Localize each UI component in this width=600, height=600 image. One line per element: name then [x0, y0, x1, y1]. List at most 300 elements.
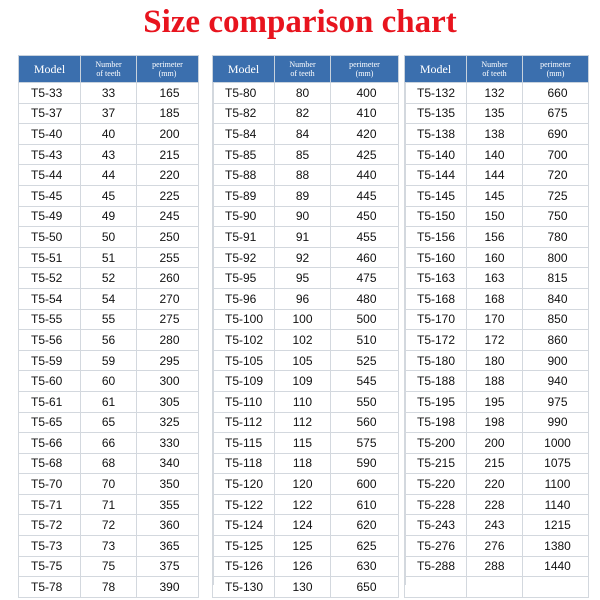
- perimeter-cell: 450: [331, 206, 399, 227]
- perimeter-header-line1: perimeter: [152, 60, 183, 69]
- table-row: [213, 433, 399, 454]
- model-cell: T5-276: [405, 536, 467, 557]
- perimeter-cell: 650: [331, 577, 399, 598]
- teeth-cell: 215: [467, 453, 523, 474]
- perimeter-cell: 165: [137, 83, 199, 104]
- header-row: [19, 56, 199, 83]
- perimeter-header-line2: (mm): [546, 69, 565, 78]
- teeth-cell: 55: [81, 309, 137, 330]
- table-row: [213, 350, 399, 371]
- table-row: [405, 515, 589, 536]
- teeth-cell: [467, 577, 523, 598]
- table-row: [19, 474, 199, 495]
- teeth-cell: 102: [275, 330, 331, 351]
- teeth-cell: 163: [467, 268, 523, 289]
- size-table-1: [18, 55, 199, 598]
- model-cell: T5-288: [405, 556, 467, 577]
- table-row: [405, 330, 589, 351]
- model-cell: T5-109: [213, 371, 275, 392]
- model-cell: T5-60: [19, 371, 81, 392]
- teeth-cell: 92: [275, 247, 331, 268]
- teeth-header-line1: Number: [95, 60, 122, 69]
- teeth-cell: 90: [275, 206, 331, 227]
- model-cell: T5-100: [213, 309, 275, 330]
- table-row: [213, 515, 399, 536]
- table-row: [19, 144, 199, 165]
- teeth-cell: 105: [275, 350, 331, 371]
- teeth-cell: 82: [275, 103, 331, 124]
- model-cell: T5-73: [19, 536, 81, 557]
- teeth-cell: 68: [81, 453, 137, 474]
- model-cell: T5-125: [213, 536, 275, 557]
- table-row: [213, 330, 399, 351]
- teeth-cell: 72: [81, 515, 137, 536]
- perimeter-cell: 940: [523, 371, 589, 392]
- perimeter-cell: 500: [331, 309, 399, 330]
- teeth-cell: 75: [81, 556, 137, 577]
- teeth-cell: 80: [275, 83, 331, 104]
- table-row: [213, 556, 399, 577]
- perimeter-cell: 700: [523, 144, 589, 165]
- model-cell: T5-52: [19, 268, 81, 289]
- table-row: [405, 433, 589, 454]
- model-cell: T5-49: [19, 206, 81, 227]
- table-row: [213, 309, 399, 330]
- teeth-cell: 124: [275, 515, 331, 536]
- model-cell: T5-51: [19, 247, 81, 268]
- teeth-cell: 89: [275, 185, 331, 206]
- model-cell: T5-66: [19, 433, 81, 454]
- table-row: [19, 83, 199, 104]
- table-row: [19, 577, 199, 598]
- perimeter-cell: 400: [331, 83, 399, 104]
- teeth-cell: 172: [467, 330, 523, 351]
- model-cell: T5-188: [405, 371, 467, 392]
- table-row: [19, 433, 199, 454]
- model-cell: T5-55: [19, 309, 81, 330]
- teeth-cell: 118: [275, 453, 331, 474]
- perimeter-cell: 800: [523, 247, 589, 268]
- model-cell: T5-110: [213, 391, 275, 412]
- table-row: [213, 83, 399, 104]
- table-row: [405, 103, 589, 124]
- teeth-column-header: [467, 56, 523, 83]
- perimeter-cell: 1000: [523, 433, 589, 454]
- table-row: [19, 124, 199, 145]
- page-title: Size comparison chart: [143, 4, 457, 40]
- teeth-cell: 120: [275, 474, 331, 495]
- model-header-label: Model: [227, 61, 260, 76]
- teeth-header-line2: of teeth: [482, 69, 507, 78]
- perimeter-cell: [523, 577, 589, 598]
- table-row: [19, 536, 199, 557]
- table-row: [405, 227, 589, 248]
- teeth-cell: 43: [81, 144, 137, 165]
- teeth-cell: 40: [81, 124, 137, 145]
- table-row: [19, 247, 199, 268]
- table-row: [213, 391, 399, 412]
- model-cell: T5-115: [213, 433, 275, 454]
- perimeter-cell: 455: [331, 227, 399, 248]
- model-cell: T5-37: [19, 103, 81, 124]
- perimeter-cell: 295: [137, 350, 199, 371]
- table-row: [19, 494, 199, 515]
- table-row: [213, 412, 399, 433]
- perimeter-cell: 475: [331, 268, 399, 289]
- model-cell: T5-150: [405, 206, 467, 227]
- table-row: [405, 577, 589, 598]
- teeth-cell: 56: [81, 330, 137, 351]
- model-cell: T5-95: [213, 268, 275, 289]
- perimeter-cell: 620: [331, 515, 399, 536]
- teeth-cell: 100: [275, 309, 331, 330]
- teeth-cell: 50: [81, 227, 137, 248]
- model-cell: T5-72: [19, 515, 81, 536]
- model-cell: T5-45: [19, 185, 81, 206]
- teeth-cell: 188: [467, 371, 523, 392]
- perimeter-cell: 900: [523, 350, 589, 371]
- model-cell: T5-243: [405, 515, 467, 536]
- table-row: [405, 391, 589, 412]
- teeth-cell: 138: [467, 124, 523, 145]
- table-row: [213, 185, 399, 206]
- teeth-cell: 125: [275, 536, 331, 557]
- model-cell: T5-138: [405, 124, 467, 145]
- teeth-cell: 126: [275, 556, 331, 577]
- perimeter-cell: 660: [523, 83, 589, 104]
- teeth-header-line1: Number: [481, 60, 508, 69]
- teeth-cell: 135: [467, 103, 523, 124]
- perimeter-cell: 300: [137, 371, 199, 392]
- perimeter-cell: 280: [137, 330, 199, 351]
- model-cell: T5-126: [213, 556, 275, 577]
- model-cell: T5-163: [405, 268, 467, 289]
- teeth-cell: 122: [275, 494, 331, 515]
- table-row: [213, 124, 399, 145]
- table-row: [19, 206, 199, 227]
- table-row: [405, 474, 589, 495]
- teeth-cell: 85: [275, 144, 331, 165]
- perimeter-cell: 275: [137, 309, 199, 330]
- teeth-header-line2: of teeth: [96, 69, 121, 78]
- teeth-cell: 84: [275, 124, 331, 145]
- perimeter-cell: 725: [523, 185, 589, 206]
- table-row: [405, 494, 589, 515]
- perimeter-cell: 675: [523, 103, 589, 124]
- teeth-cell: 115: [275, 433, 331, 454]
- table-row: [213, 206, 399, 227]
- table-row: [405, 165, 589, 186]
- teeth-header-line2: of teeth: [290, 69, 315, 78]
- model-cell: T5-220: [405, 474, 467, 495]
- teeth-cell: 88: [275, 165, 331, 186]
- teeth-cell: 51: [81, 247, 137, 268]
- teeth-cell: 60: [81, 371, 137, 392]
- table-row: [213, 536, 399, 557]
- table-row: [405, 412, 589, 433]
- model-cell: T5-90: [213, 206, 275, 227]
- perimeter-column-header: [523, 56, 589, 83]
- model-cell: T5-75: [19, 556, 81, 577]
- teeth-cell: 109: [275, 371, 331, 392]
- table-row: [405, 536, 589, 557]
- model-cell: T5-85: [213, 144, 275, 165]
- teeth-cell: 276: [467, 536, 523, 557]
- model-column-header: [213, 56, 275, 83]
- teeth-cell: 44: [81, 165, 137, 186]
- model-cell: T5-200: [405, 433, 467, 454]
- model-cell: T5-135: [405, 103, 467, 124]
- perimeter-cell: 630: [331, 556, 399, 577]
- teeth-cell: 33: [81, 83, 137, 104]
- perimeter-cell: 1215: [523, 515, 589, 536]
- model-cell: T5-43: [19, 144, 81, 165]
- table-row: [19, 391, 199, 412]
- table-row: [405, 371, 589, 392]
- table-row: [19, 412, 199, 433]
- teeth-cell: 96: [275, 288, 331, 309]
- teeth-cell: 132: [467, 83, 523, 104]
- table-row: [19, 185, 199, 206]
- perimeter-cell: 340: [137, 453, 199, 474]
- perimeter-cell: 360: [137, 515, 199, 536]
- model-column-header: [405, 56, 467, 83]
- perimeter-cell: 625: [331, 536, 399, 557]
- table-row: [213, 227, 399, 248]
- teeth-cell: 145: [467, 185, 523, 206]
- teeth-cell: 195: [467, 391, 523, 412]
- table-row: [213, 371, 399, 392]
- model-cell: T5-33: [19, 83, 81, 104]
- model-cell: T5-228: [405, 494, 467, 515]
- perimeter-cell: 610: [331, 494, 399, 515]
- model-cell: T5-215: [405, 453, 467, 474]
- teeth-cell: 160: [467, 247, 523, 268]
- perimeter-cell: 1380: [523, 536, 589, 557]
- perimeter-cell: 525: [331, 350, 399, 371]
- perimeter-cell: 220: [137, 165, 199, 186]
- perimeter-cell: 200: [137, 124, 199, 145]
- teeth-cell: 150: [467, 206, 523, 227]
- model-cell: T5-61: [19, 391, 81, 412]
- teeth-header-line1: Number: [289, 60, 316, 69]
- model-cell: T5-65: [19, 412, 81, 433]
- perimeter-header-line2: (mm): [158, 69, 177, 78]
- model-cell: T5-198: [405, 412, 467, 433]
- teeth-cell: 228: [467, 494, 523, 515]
- table-row: [213, 453, 399, 474]
- model-cell: T5-156: [405, 227, 467, 248]
- model-cell: T5-118: [213, 453, 275, 474]
- teeth-cell: 54: [81, 288, 137, 309]
- table-row: [405, 268, 589, 289]
- table-row: [405, 206, 589, 227]
- teeth-cell: 243: [467, 515, 523, 536]
- perimeter-cell: 420: [331, 124, 399, 145]
- table-row: [19, 165, 199, 186]
- model-cell: T5-112: [213, 412, 275, 433]
- model-cell: T5-44: [19, 165, 81, 186]
- model-cell: T5-124: [213, 515, 275, 536]
- table-row: [19, 453, 199, 474]
- perimeter-cell: 575: [331, 433, 399, 454]
- table-row: [405, 556, 589, 577]
- perimeter-cell: 355: [137, 494, 199, 515]
- model-cell: T5-54: [19, 288, 81, 309]
- table-row: [405, 350, 589, 371]
- model-cell: T5-120: [213, 474, 275, 495]
- teeth-cell: 59: [81, 350, 137, 371]
- perimeter-cell: 255: [137, 247, 199, 268]
- table-row: [19, 227, 199, 248]
- teeth-cell: 95: [275, 268, 331, 289]
- perimeter-cell: 780: [523, 227, 589, 248]
- table-row: [19, 556, 199, 577]
- table-row: [19, 330, 199, 351]
- table-row: [405, 185, 589, 206]
- model-cell: T5-70: [19, 474, 81, 495]
- teeth-cell: 130: [275, 577, 331, 598]
- model-header-label: Model: [33, 61, 66, 76]
- model-cell: T5-168: [405, 288, 467, 309]
- perimeter-cell: 840: [523, 288, 589, 309]
- teeth-cell: 78: [81, 577, 137, 598]
- model-cell: T5-132: [405, 83, 467, 104]
- model-cell: T5-91: [213, 227, 275, 248]
- perimeter-cell: 510: [331, 330, 399, 351]
- teeth-cell: 110: [275, 391, 331, 412]
- model-cell: T5-80: [213, 83, 275, 104]
- perimeter-cell: 860: [523, 330, 589, 351]
- teeth-cell: 61: [81, 391, 137, 412]
- perimeter-cell: 225: [137, 185, 199, 206]
- perimeter-cell: 690: [523, 124, 589, 145]
- model-cell: T5-144: [405, 165, 467, 186]
- perimeter-cell: 250: [137, 227, 199, 248]
- table-row: [213, 103, 399, 124]
- header-row: [213, 56, 399, 83]
- perimeter-cell: 390: [137, 577, 199, 598]
- table-row: [405, 309, 589, 330]
- teeth-cell: 156: [467, 227, 523, 248]
- perimeter-header-line1: perimeter: [540, 60, 571, 69]
- perimeter-column-header: [137, 56, 199, 83]
- teeth-cell: 49: [81, 206, 137, 227]
- perimeter-header-line2: (mm): [355, 69, 374, 78]
- perimeter-cell: 815: [523, 268, 589, 289]
- size-table-2: [212, 55, 399, 598]
- perimeter-cell: 375: [137, 556, 199, 577]
- perimeter-cell: 480: [331, 288, 399, 309]
- perimeter-cell: 1075: [523, 453, 589, 474]
- model-cell: T5-122: [213, 494, 275, 515]
- header-row: [405, 56, 589, 83]
- perimeter-cell: 750: [523, 206, 589, 227]
- table-row: [19, 268, 199, 289]
- teeth-cell: 71: [81, 494, 137, 515]
- table-row: [405, 453, 589, 474]
- model-cell: T5-82: [213, 103, 275, 124]
- perimeter-cell: 720: [523, 165, 589, 186]
- teeth-cell: 66: [81, 433, 137, 454]
- perimeter-cell: 425: [331, 144, 399, 165]
- perimeter-cell: 975: [523, 391, 589, 412]
- model-cell: T5-78: [19, 577, 81, 598]
- perimeter-cell: 445: [331, 185, 399, 206]
- model-cell: T5-160: [405, 247, 467, 268]
- model-header-label: Model: [419, 61, 452, 76]
- teeth-cell: 220: [467, 474, 523, 495]
- teeth-cell: 200: [467, 433, 523, 454]
- teeth-cell: 73: [81, 536, 137, 557]
- table-row: [213, 288, 399, 309]
- table-row: [405, 144, 589, 165]
- teeth-cell: 180: [467, 350, 523, 371]
- model-cell: T5-40: [19, 124, 81, 145]
- model-cell: T5-56: [19, 330, 81, 351]
- perimeter-header-line1: perimeter: [349, 60, 380, 69]
- perimeter-cell: 1140: [523, 494, 589, 515]
- model-cell: T5-59: [19, 350, 81, 371]
- model-cell: T5-105: [213, 350, 275, 371]
- teeth-cell: 91: [275, 227, 331, 248]
- teeth-cell: 37: [81, 103, 137, 124]
- teeth-cell: 170: [467, 309, 523, 330]
- teeth-cell: 52: [81, 268, 137, 289]
- perimeter-column-header: [331, 56, 399, 83]
- table-row: [213, 494, 399, 515]
- model-cell: T5-102: [213, 330, 275, 351]
- model-cell: T5-92: [213, 247, 275, 268]
- perimeter-cell: 545: [331, 371, 399, 392]
- teeth-cell: 140: [467, 144, 523, 165]
- model-cell: T5-89: [213, 185, 275, 206]
- model-cell: T5-180: [405, 350, 467, 371]
- table-row: [19, 371, 199, 392]
- perimeter-cell: 590: [331, 453, 399, 474]
- table-row: [405, 83, 589, 104]
- table-row: [213, 268, 399, 289]
- teeth-cell: 65: [81, 412, 137, 433]
- perimeter-cell: 185: [137, 103, 199, 124]
- perimeter-cell: 270: [137, 288, 199, 309]
- table-row: [19, 309, 199, 330]
- perimeter-cell: 440: [331, 165, 399, 186]
- model-cell: T5-130: [213, 577, 275, 598]
- table-row: [19, 515, 199, 536]
- model-cell: T5-84: [213, 124, 275, 145]
- model-cell: T5-96: [213, 288, 275, 309]
- model-cell: T5-71: [19, 494, 81, 515]
- table-row: [19, 103, 199, 124]
- model-column-header: [19, 56, 81, 83]
- table-row: [405, 124, 589, 145]
- perimeter-cell: 1440: [523, 556, 589, 577]
- model-cell: T5-140: [405, 144, 467, 165]
- teeth-cell: 198: [467, 412, 523, 433]
- teeth-cell: 144: [467, 165, 523, 186]
- model-cell: T5-68: [19, 453, 81, 474]
- teeth-column-header: [275, 56, 331, 83]
- perimeter-cell: 350: [137, 474, 199, 495]
- table-row: [405, 288, 589, 309]
- perimeter-cell: 990: [523, 412, 589, 433]
- perimeter-cell: 560: [331, 412, 399, 433]
- table-row: [405, 247, 589, 268]
- teeth-cell: 112: [275, 412, 331, 433]
- model-cell: T5-88: [213, 165, 275, 186]
- model-cell: [405, 577, 467, 598]
